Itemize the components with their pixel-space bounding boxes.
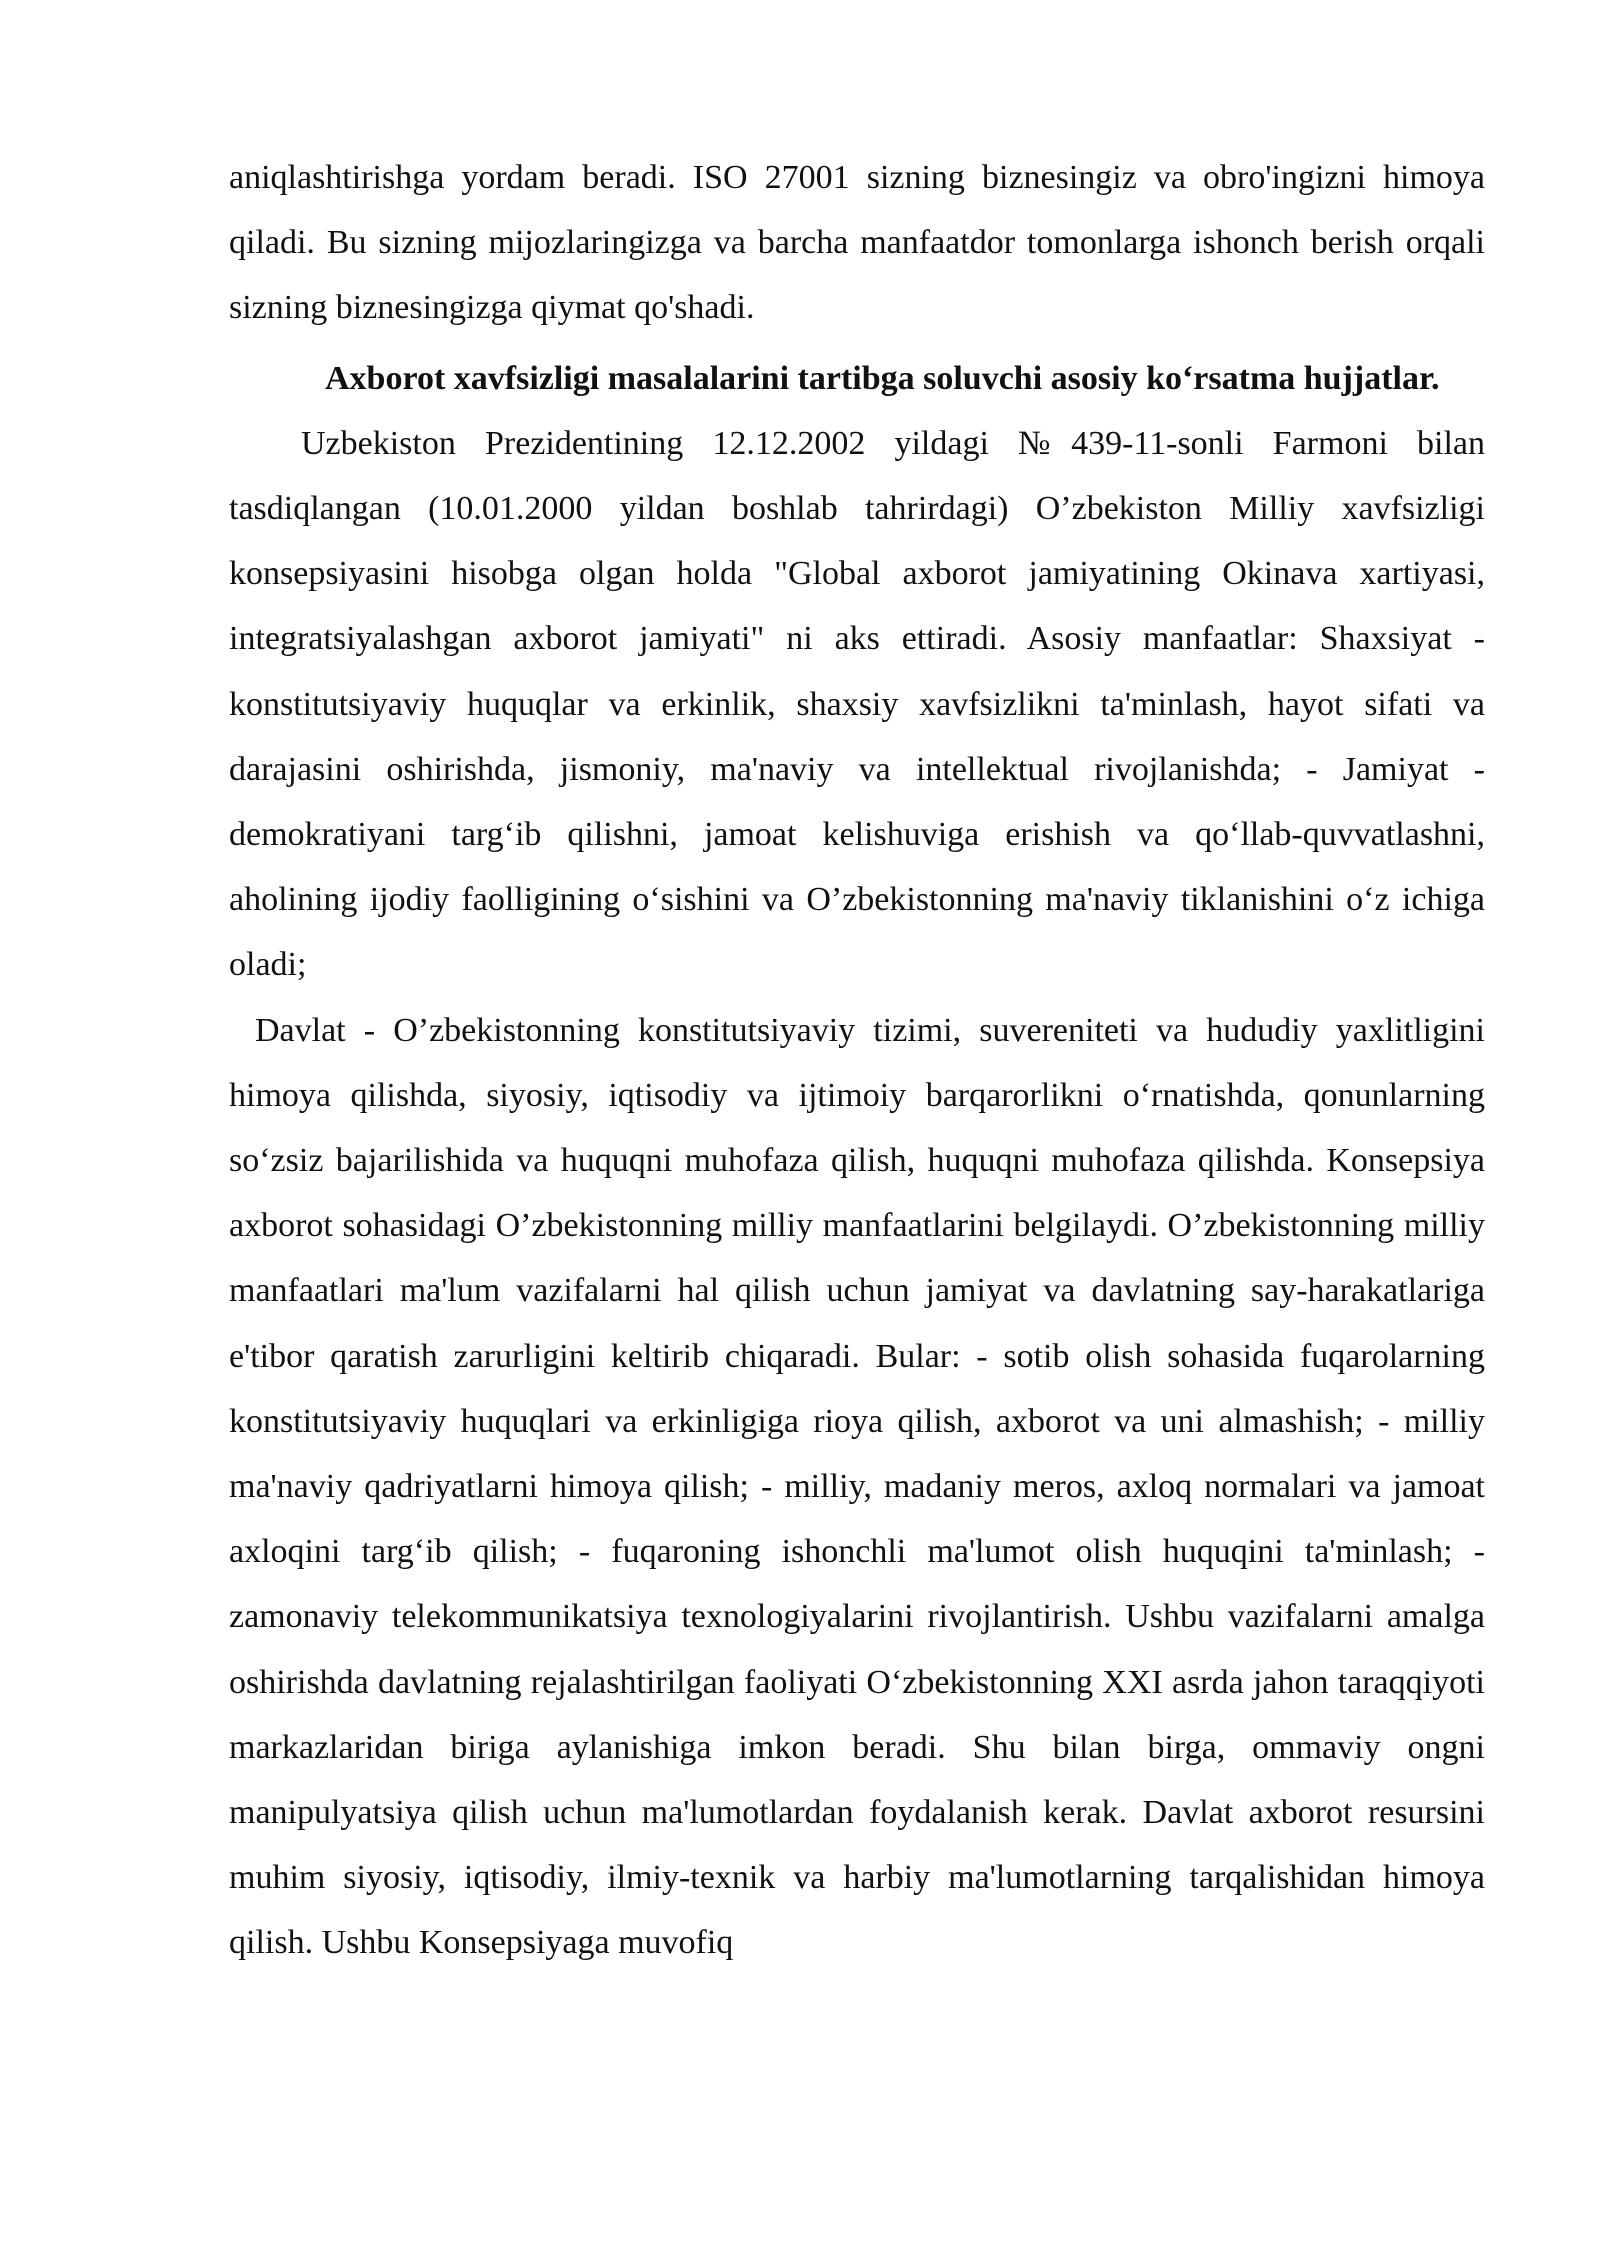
paragraph-concept: Uzbekiston Prezidentining 12.12.2002 yildagi №439-11-sonli Farmoni bilan tasdiqlangan (10.01.2000 yildan boshlab tahrirdagi) O’zbekiston Milliy xavfsizligi konsepsiyasini hisobga olgan holda "Global axborot jamiyatining Okinava xartiyasi, integratsiyalashgan axborot jamiyati" ni aks ettiradi. Asosiy manfaatlar: Shaxsiyat - konstitutsiyaviy huquqlar va erkinlik, shaxsiy xavfsizlikni ta'minlash, hayot sifati va darajasini oshirishda, jismoniy, ma'naviy va intellektual rivojlanishda; - Jamiyat - demokratiyani targ‘ib qilishni, jamoat kelishuviga erishish va qo‘llab-quvvatlashni, aholining ijodiy faolligining o‘sishini va O’zbekistonning ma'naviy tiklanishini o‘z ichiga oladi;: [229, 424, 1485, 984]
paragraph-state: Davlat - O’zbekistonning konstitutsiyaviy tizimi, suvereniteti va hududiy yaxlitligini himoya qilishda, siyosiy, iqtisodiy va ijtimoiy barqarorlikni o‘rnatishda, qonunlarning so‘zsiz bajarilishida va huquqni muhofaza qilish, huquqni muhofaza qilishda. Konsepsiya axborot sohasidagi O’zbekistonning milliy manfaatlarini belgilaydi. O’zbekistonning milliy manfaatlari ma'lum vazifalarni hal qilish uchun jamiyat va davlatning say-harakatlariga e'tibor qaratish zarurligini keltirib chiqaradi. Bular: - sotib olish sohasida fuqarolarning konstitutsiyaviy huquqlari va erkinligiga rioya qilish, axborot va uni almashish; - milliy ma'naviy qadriyatlarni himoya qilish; - milliy, madaniy meros, axloq normalari va jamoat axloqini targ‘ib qilish; - fuqaroning ishonchli ma'lumot olish huquqini ta'minlash; - zamonaviy telekommunikatsiya texnologiyalarini rivojlantirish. Ushbu vazifalarni amalga oshirishda davlatning rejalashtirilgan faoliyati O‘zbekistonning XXI asrda jahon taraqqiyoti markazlaridan biriga aylanishiga imkon beradi. Shu bilan birga, ommaviy ongni manipulyatsiya qilish uchun ma'lumotlardan foydalanish kerak. Davlat axborot resursini muhim siyosiy, iqtisodiy, ilmiy-texnik va harbiy ma'lumotlarning tarqalishidan himoya qilish. Ushbu Konsepsiyaga muvofiq: [229, 1011, 1485, 1962]
document-body: [229, 145, 1485, 1976]
section-heading: Axborot xavfsizligi masalalarini tartibga soluvchi asosiy ko‘rsatma hujjatlar.: [325, 359, 1440, 397]
paragraph-intro: aniqlashtirishga yordam beradi. ISO 27001 sizning biznesingiz va obro'ingizni himoya qiladi. Bu sizning mijozlaringizga va barcha manfaatdor tomonlarga ishonch berish orqali sizning biznesingizga qiymat qo'shadi.: [229, 159, 1485, 327]
